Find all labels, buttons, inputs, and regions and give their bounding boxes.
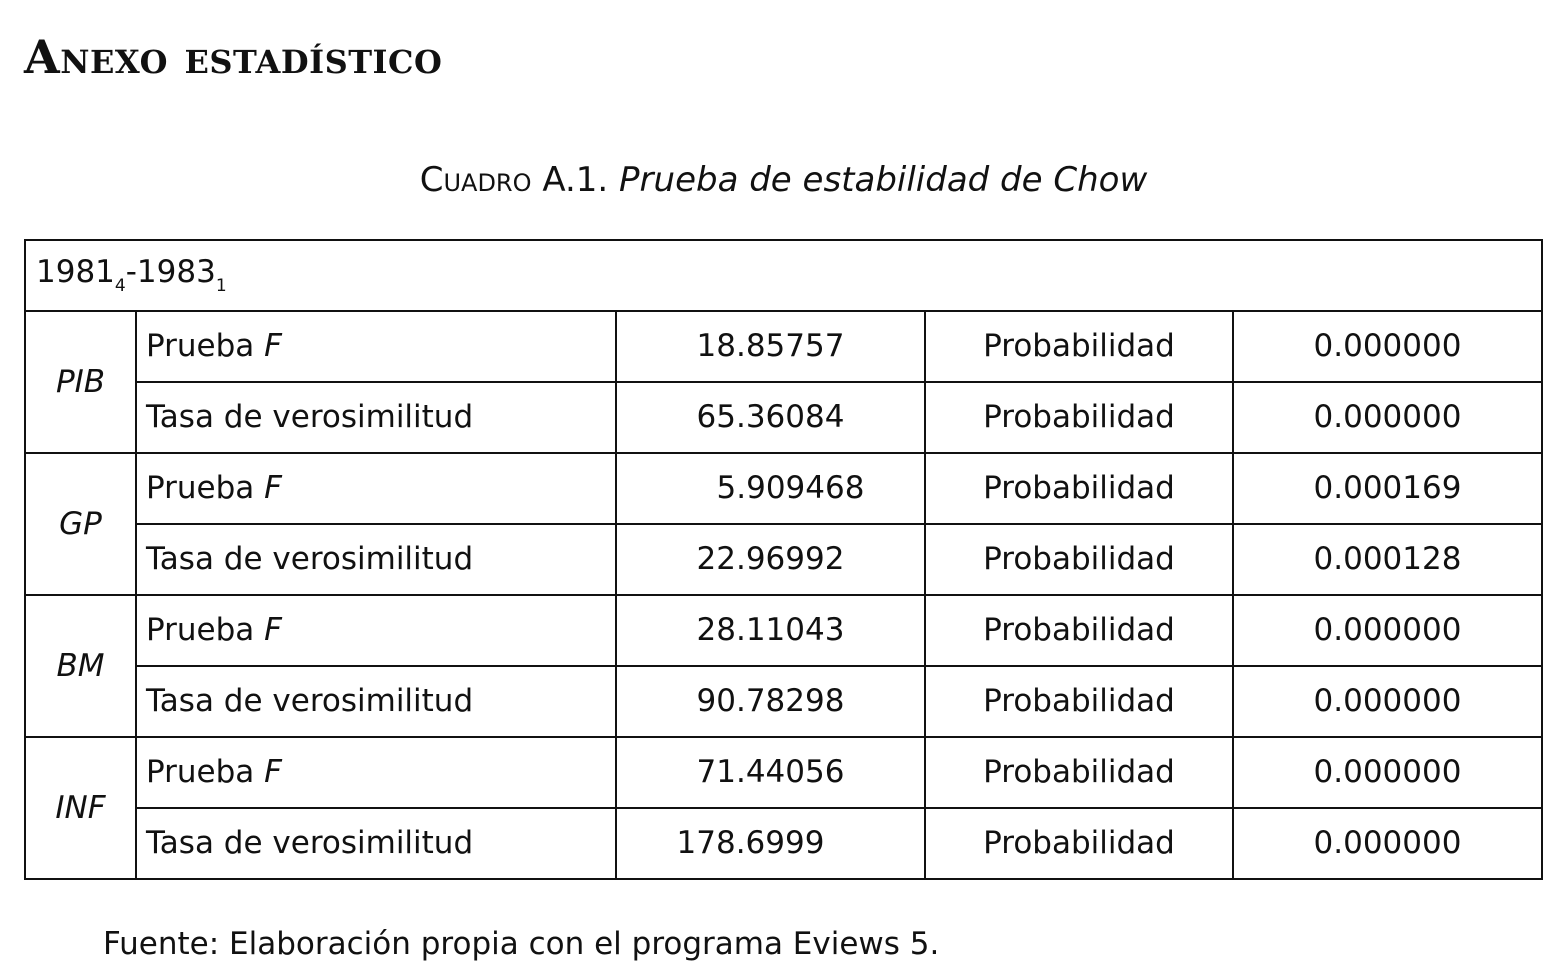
statistic-cell: 5.909468 <box>616 453 925 524</box>
statistic-cell: 65.36084 <box>616 382 925 453</box>
period-separator: - <box>125 254 137 291</box>
probability-label-cell: Probabilidad <box>925 808 1233 879</box>
test-name-cell: Prueba F <box>136 453 616 524</box>
variable-cell: GP <box>25 453 136 595</box>
test-name-cell: Prueba F <box>136 737 616 808</box>
table-row <box>25 808 1542 879</box>
table-row <box>25 382 1542 453</box>
test-name-cell: Tasa de verosimilitud <box>136 666 616 737</box>
period-start-sub: 4 <box>114 276 126 297</box>
statistic-cell: 178.6999 <box>616 808 925 879</box>
variable-cell: PIB <box>25 311 136 453</box>
probability-label-cell: Probabilidad <box>925 311 1233 382</box>
probability-label-cell: Probabilidad <box>925 666 1233 737</box>
period-cell <box>25 240 1542 311</box>
probability-value-cell: 0.000000 <box>1233 666 1542 737</box>
caption-title: Prueba de estabilidad de Chow <box>619 160 1148 200</box>
probability-label-cell: Probabilidad <box>925 737 1233 808</box>
test-name-cell: Prueba F <box>136 311 616 382</box>
statistic-cell: 18.85757 <box>616 311 925 382</box>
test-name-cell: Tasa de verosimilitud <box>136 808 616 879</box>
variable-cell: INF <box>25 737 136 879</box>
table-row <box>25 311 1542 382</box>
probability-label-cell: Probabilidad <box>925 453 1233 524</box>
statistic-cell: 28.11043 <box>616 595 925 666</box>
probability-label-cell: Probabilidad <box>925 382 1233 453</box>
probability-value-cell: 0.000128 <box>1233 524 1542 595</box>
period-row <box>25 240 1542 311</box>
period-start-year: 1981 <box>36 254 115 291</box>
table-row <box>25 524 1542 595</box>
table-row <box>25 453 1542 524</box>
variable-cell: BM <box>25 595 136 737</box>
table-row <box>25 666 1542 737</box>
probability-label-cell: Probabilidad <box>925 595 1233 666</box>
statistic-cell: 90.78298 <box>616 666 925 737</box>
table-caption <box>0 160 1567 201</box>
chow-table <box>24 239 1543 880</box>
statistic-cell: 22.96992 <box>616 524 925 595</box>
caption-number: A.1. <box>542 160 609 200</box>
probability-value-cell: 0.000000 <box>1233 382 1542 453</box>
period-end-year: 1983 <box>136 254 216 291</box>
source-note: Fuente: Elaboración propia con el programa Eviews 5. <box>103 926 940 962</box>
probability-value-cell: 0.000000 <box>1233 311 1542 382</box>
probability-value-cell: 0.000000 <box>1233 808 1542 879</box>
test-name-cell: Tasa de verosimilitud <box>136 524 616 595</box>
caption-lead: Cuadro <box>419 160 532 200</box>
probability-value-cell: 0.000000 <box>1233 595 1542 666</box>
probability-label-cell: Probabilidad <box>925 524 1233 595</box>
test-name-cell: Tasa de verosimilitud <box>136 382 616 453</box>
period-end-sub: 1 <box>215 276 227 297</box>
probability-value-cell: 0.000169 <box>1233 453 1542 524</box>
test-name-cell: Prueba F <box>136 595 616 666</box>
statistic-cell: 71.44056 <box>616 737 925 808</box>
table-row <box>25 595 1542 666</box>
section-heading: Anexo estadístico <box>24 30 443 84</box>
probability-value-cell: 0.000000 <box>1233 737 1542 808</box>
table-row <box>25 737 1542 808</box>
